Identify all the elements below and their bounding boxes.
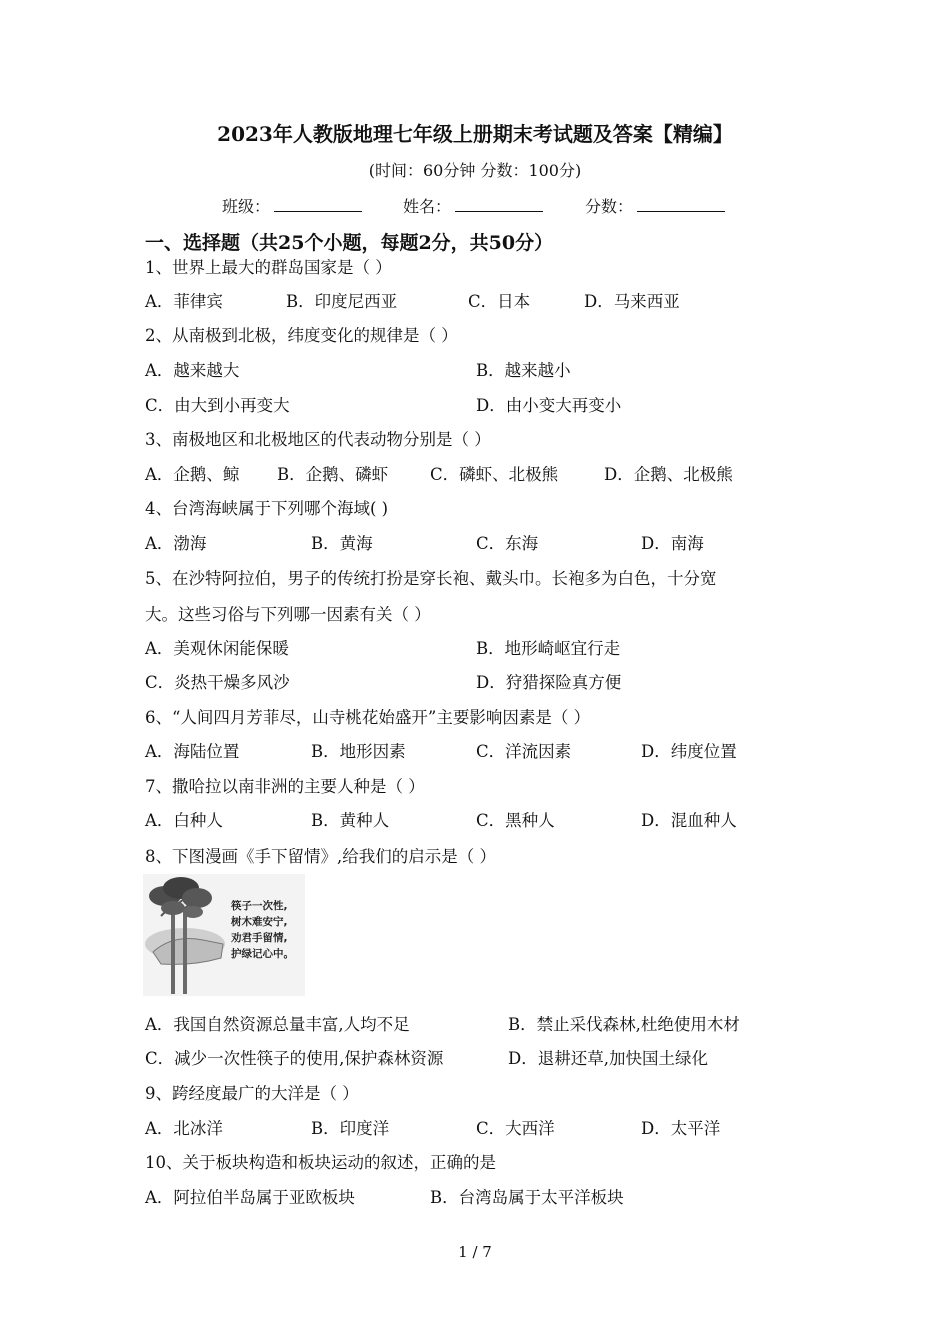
section-heading: 一、选择题（共25个小题，每题2分，共50分） [145,232,554,254]
question-stem: 1、世界上最大的群岛国家是（ ） [145,258,392,277]
option: C．日本 [468,292,531,311]
cartoon-caption: 劝君手留情, [231,932,288,944]
option: C．黑种人 [476,811,555,830]
option: B．越来越小 [476,361,571,380]
class-label: 班级： [222,197,271,216]
question-stem: 9、跨经度最广的大洋是（ ） [145,1084,359,1103]
option: A．白种人 [145,811,223,830]
question-stem: 6、“人间四月芳菲尽，山寺桃花始盛开”主要影响因素是（ ） [145,708,591,727]
option: D．狩猎探险真方便 [476,673,622,692]
option: D．退耕还草,加快国土绿化 [508,1049,708,1068]
cartoon-caption: 护绿记心中。 [231,948,294,960]
question-stem: 大。这些习俗与下列哪一因素有关（ ） [145,605,431,624]
option: B．地形因素 [311,742,406,761]
question-stem: 4、台湾海峡属于下列哪个海域( ) [145,499,389,518]
option: A．阿拉伯半岛属于亚欧板块 [145,1188,355,1207]
option: B．印度尼西亚 [286,292,398,311]
question-stem: 7、撒哈拉以南非洲的主要人种是（ ） [145,777,425,796]
name-label: 姓名： [403,197,452,216]
option: C．洋流因素 [476,742,572,761]
option: B．禁止采伐森林,杜绝使用木材 [508,1015,740,1034]
option: D．混血种人 [641,811,737,830]
option: A．美观休闲能保暖 [145,639,289,658]
class-blank [274,197,362,212]
name-field [403,194,543,217]
option: A．越来越大 [145,361,240,380]
option: A．海陆位置 [145,742,240,761]
option: D．纬度位置 [641,742,737,761]
option: B．台湾岛属于太平洋板块 [430,1188,624,1207]
option: C．由大到小再变大 [145,396,290,415]
option: A．菲律宾 [145,292,223,311]
option: B．地形崎岖宜行走 [476,639,621,658]
option: D．马来西亚 [584,292,680,311]
option: C．磷虾、北极熊 [430,465,559,484]
cartoon-image [143,874,305,996]
option: A．渤海 [145,534,207,553]
option: C．东海 [476,534,539,553]
question-stem: 3、南极地区和北极地区的代表动物分别是（ ） [145,430,491,449]
question-stem: 10、关于板块构造和板块运动的叙述，正确的是 [145,1153,496,1172]
option: A．我国自然资源总量丰富,人均不足 [145,1015,410,1034]
option: C．炎热干燥多风沙 [145,673,290,692]
option: D．企鹅、北极熊 [604,465,733,484]
score-field [585,194,725,217]
name-blank [455,197,543,212]
cartoon-caption: 筷子一次性, [231,900,288,912]
option: B．印度洋 [311,1119,390,1138]
class-field [222,194,362,217]
page-number: 1 / 7 [458,1243,492,1261]
question-stem: 8、下图漫画《手下留情》,给我们的启示是（ ） [145,847,496,866]
option: D．太平洋 [641,1119,721,1138]
page-title: 2023年人教版地理七年级上册期末考试题及答案【精编】 [217,122,733,146]
option: C．减少一次性筷子的使用,保护森林资源 [145,1049,444,1068]
score-label: 分数： [585,197,634,216]
option: D．由小变大再变小 [476,396,622,415]
option: B．企鹅、磷虾 [277,465,389,484]
cartoon-caption: 树木难安宁, [231,916,288,928]
option: A．企鹅、鲸 [145,465,240,484]
option: A．北冰洋 [145,1119,223,1138]
exam-time-score: (时间：60分钟 分数：100分) [368,161,582,180]
score-blank [637,197,725,212]
question-stem: 2、从南极到北极，纬度变化的规律是（ ） [145,326,458,345]
question-stem: 5、在沙特阿拉伯，男子的传统打扮是穿长袍、戴头巾。长袍多为白色，十分宽 [145,569,717,588]
option: B．黄海 [311,534,373,553]
option: B．黄种人 [311,811,390,830]
option: C．大西洋 [476,1119,555,1138]
option: D．南海 [641,534,704,553]
